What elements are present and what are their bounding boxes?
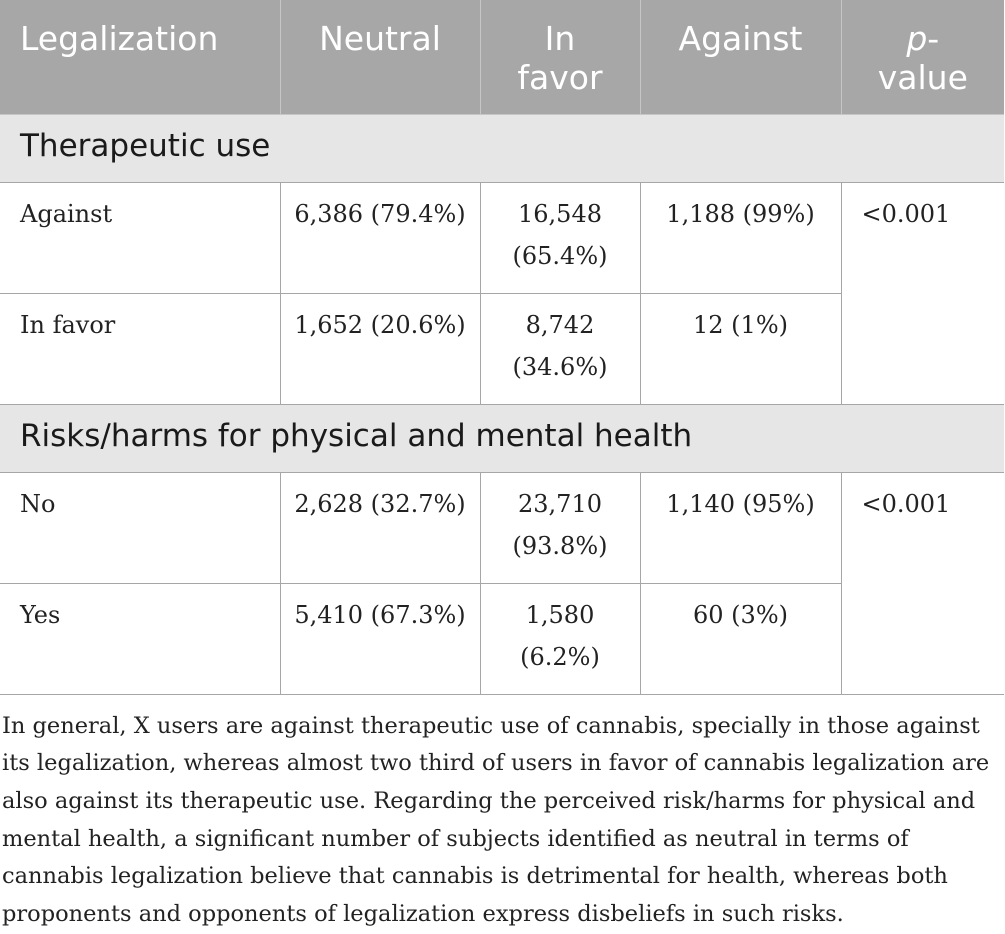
row-label: Against xyxy=(0,182,280,293)
cell-p-value: <0.001 xyxy=(841,182,1004,404)
header-in-favor xyxy=(480,0,640,114)
cell-against: 1,188 (99%) xyxy=(640,182,841,293)
header-p-value-italic: p xyxy=(906,19,928,58)
row-label: Yes xyxy=(0,583,280,694)
cell-in-favor xyxy=(480,293,640,404)
table-footnote: In general, X users are against therapeutic use of cannabis, specially in those against its legalization, whereas almost two third of users in favor of cannabis legalization are also against its therapeutic use. Regarding the perceived risk/harms for physical and mental health, a significant number of subjects identified as neutral in terms of cannabis legalization believe that cannabis is detrimental for health, whereas both proponents and opponents of legalization express disbeliefs in such risks. xyxy=(2,712,990,928)
section-row xyxy=(0,114,1004,182)
cell-in-favor-text: 8,742 (34.6%) xyxy=(512,310,608,381)
cell-neutral: 1,652 (20.6%) xyxy=(280,293,480,404)
header-p-value xyxy=(841,0,1004,114)
section-row xyxy=(0,404,1004,472)
cell-neutral: 2,628 (32.7%) xyxy=(280,472,480,583)
header-legalization: Legalization xyxy=(0,0,280,114)
cell-in-favor xyxy=(480,583,640,694)
cell-neutral: 6,386 (79.4%) xyxy=(280,182,480,293)
cell-against: 1,140 (95%) xyxy=(640,472,841,583)
cell-in-favor-text: 16,548 (65.4%) xyxy=(512,199,608,270)
header-in-favor-text: In favor xyxy=(517,19,603,97)
cell-in-favor xyxy=(480,182,640,293)
section-title-risks-harms: Risks/harms for physical and mental health xyxy=(0,404,1004,472)
cell-in-favor xyxy=(480,472,640,583)
header-against: Against xyxy=(640,0,841,114)
section-title-therapeutic-use: Therapeutic use xyxy=(0,114,1004,182)
table-row xyxy=(0,472,1004,583)
cell-p-value: <0.001 xyxy=(841,472,1004,694)
cell-against: 12 (1%) xyxy=(640,293,841,404)
cell-in-favor-text: 23,710 (93.8%) xyxy=(512,489,608,560)
cell-neutral: 5,410 (67.3%) xyxy=(280,583,480,694)
row-label: No xyxy=(0,472,280,583)
table-row xyxy=(0,182,1004,293)
table-header-row xyxy=(0,0,1004,114)
header-neutral: Neutral xyxy=(280,0,480,114)
header-p-value-rest: -value xyxy=(877,19,968,97)
row-label: In favor xyxy=(0,293,280,404)
cell-against: 60 (3%) xyxy=(640,583,841,694)
cell-in-favor-text: 1,580 (6.2%) xyxy=(520,600,600,671)
